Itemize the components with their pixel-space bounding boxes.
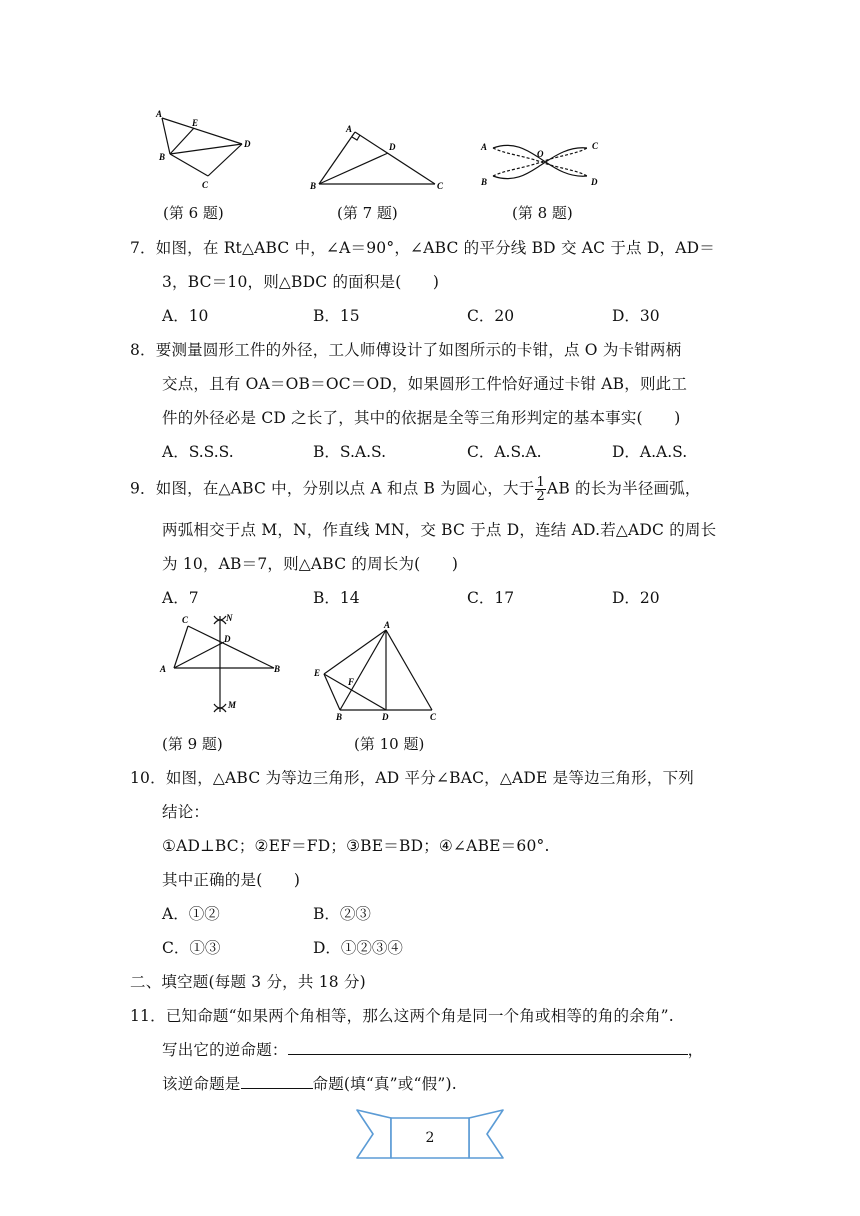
converse-answer-blank[interactable] [288,1040,688,1055]
svg-text:E: E [314,668,321,678]
svg-text:D: D [244,139,251,149]
q10-line2: 结论： [162,803,210,821]
figure-q6 [150,104,260,194]
svg-text:B: B [481,177,488,187]
figure-q7 [305,120,450,195]
svg-text:F: F [348,677,355,687]
q9-fraction [535,476,545,503]
q10-option-d: D．①②③④ [313,939,403,957]
q10-line4: 其中正确的是( ) [162,871,301,889]
page-number: 2 [425,1130,435,1146]
q7-option-d: D．30 [612,307,660,325]
q9-option-a: A．7 [162,589,199,607]
figure-caption-q7: (第 7 题) [337,204,398,222]
figure-caption-q10: (第 10 题) [354,735,425,753]
q11-line1: 11．已知命题“如果两个角相等，那么这两个角是同一个角或相等的角的余角”. [130,1007,674,1025]
figure-q10 [310,616,450,724]
q9-line1-end: AB 的长为半径画弧， [546,479,701,498]
q11-line2-label: 写出它的逆命题： [162,1041,288,1059]
svg-text:A: A [346,124,353,134]
q7-option-a: A．10 [162,307,209,325]
section-2-heading: 二、填空题(每题 3 分，共 18 分) [130,973,366,991]
svg-text:E: E [192,118,199,128]
q8-line1: 8．要测量圆形工件的外径，工人师傅设计了如图所示的卡钳，点 O 为卡钳两柄 [130,341,682,359]
svg-text:C: C [437,181,444,191]
q10-option-c: C．①③ [162,939,221,957]
q11-line2-comma: ， [687,1041,704,1059]
q10-option-a: A．①② [162,905,220,923]
svg-text:O: O [537,149,544,159]
q9-line1 [130,476,701,503]
figure-caption-q6: (第 6 题) [163,204,224,222]
q8-option-a: A．S.S.S. [162,443,234,461]
q11-line2 [162,1038,703,1060]
q8-line3: 件的外径必是 CD 之长了，其中的依据是全等三角形判定的基本事实( ) [162,409,681,427]
q8-line2: 交点，且有 OA＝OB＝OC＝OD，如果圆形工件恰好通过卡钳 AB，则此工 [162,375,688,393]
q9-line2: 两弧相交于点 M，N，作直线 MN，交 BC 于点 D，连结 AD.若△ADC 的周长 [162,521,717,539]
figure-caption-q8: (第 8 题) [512,204,573,222]
svg-text:B: B [274,664,281,674]
svg-text:D: D [224,634,231,644]
q11-line3 [162,1072,457,1094]
figure-q9 [152,610,292,722]
q9-fraction-denominator: 2 [536,489,545,504]
q9-line3: 为 10，AB＝7，则△ABC 的周长为( ) [162,555,459,573]
q8-option-b: B．S.A.S. [313,443,386,461]
svg-text:A: A [481,142,488,152]
q11-line3-end: 命题(填“真”或“假”). [312,1075,457,1093]
q7-line1: 7．如图，在 Rt△ABC 中，∠A＝90°，∠ABC 的平分线 BD 交 AC 于点 D，AD＝ [130,239,715,257]
q9-option-c: C．17 [467,589,515,607]
svg-text:C: C [430,712,437,722]
q8-option-c: C．A.S.A. [467,443,542,461]
svg-text:B: B [310,181,317,191]
svg-text:C: C [202,180,209,190]
figure-caption-q9: (第 9 题) [162,735,223,753]
svg-text:A: A [160,664,167,674]
q10-line3: ①AD⊥BC；②EF＝FD；③BE＝BD；④∠ABE＝60°. [162,837,550,855]
q8-option-d: D．A.A.S. [612,443,688,461]
q9-line1-start: 9．如图，在△ABC 中，分别以点 A 和点 B 为圆心，大于 [130,479,535,498]
q9-option-d: D．20 [612,589,660,607]
svg-text:C: C [592,141,599,151]
svg-text:N: N [226,613,233,623]
q7-line2: 3，BC＝10，则△BDC 的面积是( ) [162,273,440,291]
svg-text:A: A [384,620,391,630]
q7-option-b: B．15 [313,307,360,325]
svg-text:D: D [382,712,389,722]
q9-option-b: B．14 [313,589,360,607]
svg-text:A: A [156,109,163,119]
svg-text:M: M [228,700,237,710]
svg-text:D: D [389,142,396,152]
q7-option-c: C．20 [467,307,515,325]
svg-text:B: B [336,712,343,722]
svg-text:C: C [182,615,189,625]
q9-fraction-numerator: 1 [536,475,545,490]
truth-answer-blank[interactable] [241,1074,313,1089]
svg-text:B: B [159,152,166,162]
q11-line3-label: 该逆命题是 [162,1075,241,1093]
svg-text:D: D [591,177,598,187]
figure-q8 [475,132,610,192]
q10-option-b: B．②③ [313,905,371,923]
q10-line1: 10．如图，△ABC 为等边三角形，AD 平分∠BAC，△ADE 是等边三角形，下列 [130,769,694,787]
